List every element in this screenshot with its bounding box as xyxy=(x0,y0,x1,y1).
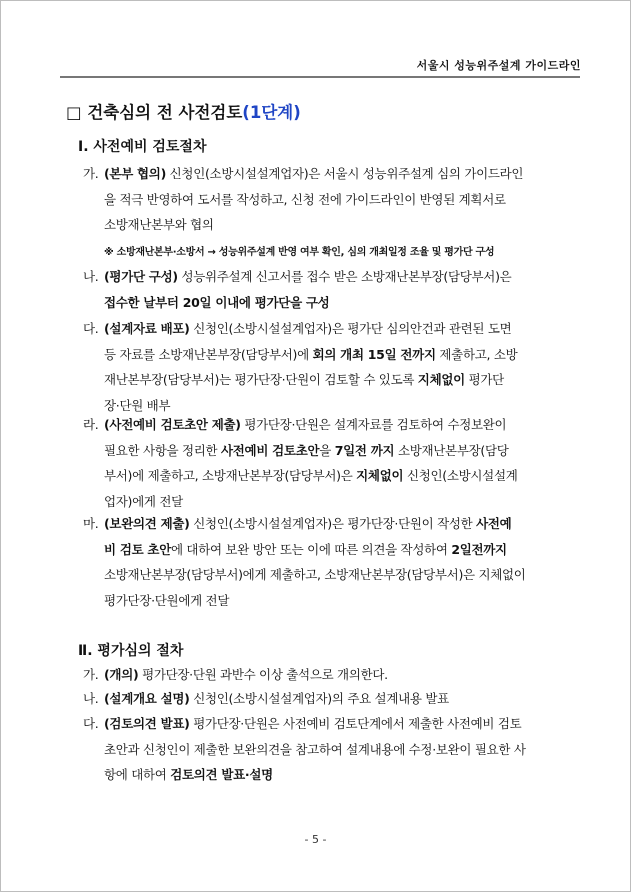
item-text: 신청인(소방시설설계업자)은 서울시 성능위주설계 심의 가이드라인 xyxy=(165,166,524,181)
item-text: 평가단장·단원에게 전달 xyxy=(104,593,230,609)
part1-heading: Ⅰ. 사전예비 검토절차 xyxy=(78,139,207,155)
item-label: (보완의견 제출) xyxy=(104,516,190,531)
part1-item-ra xyxy=(83,412,581,515)
item-text: 신청인(소방시설설계 xyxy=(403,468,518,484)
item-text: 신청인(소방시설설계업자)은 평가단 심의안건과 관련된 도면 xyxy=(189,321,512,336)
item-text: 에 대하여 보완 방안 또는 이에 따른 의견을 작성하여 xyxy=(170,541,452,557)
section-title-text: 건축심의 전 사전검토 xyxy=(87,103,243,122)
item-text: 을 xyxy=(319,442,335,458)
part2-item-na xyxy=(83,686,581,712)
item-label: (설계자료 배포) xyxy=(104,321,190,336)
part1-item-ga xyxy=(83,161,581,238)
item-text-bold: 사전예 xyxy=(476,516,512,531)
note: ※ 소방재난본부·소방서 → 성능위주설계 반영 여부 확인, 심의 개최일정 조율 및 평가단 구성 xyxy=(104,247,495,258)
item-marker: 마. xyxy=(83,516,99,531)
item-text: 제출하고, 소방 xyxy=(435,346,518,362)
item-line xyxy=(83,762,581,788)
part1-item-ma xyxy=(83,511,581,614)
item-text-bold: 2일전까지 xyxy=(451,541,507,557)
item-marker: 다. xyxy=(83,321,99,336)
item-text: 을 적극 반영하여 도서를 작성하고, 신청 전에 가이드라인이 반영된 계획서로 xyxy=(104,191,506,207)
item-label: (검토의견 발표) xyxy=(104,716,190,731)
checkbox-glyph: □ xyxy=(66,103,82,122)
item-text: 초안과 신청인이 제출한 보완의견을 참고하여 설계내용에 수정·보완이 필요한 사 xyxy=(104,741,526,757)
item-label: (개의) xyxy=(104,667,139,682)
item-label: (사전예비 검토초안 제출) xyxy=(104,417,241,432)
item-marker: 라. xyxy=(83,417,99,432)
item-text: 성능위주설계 신고서를 접수 받은 소방재난본부장(담당부서)은 xyxy=(177,269,512,284)
item-text: 항에 대하여 xyxy=(104,767,171,783)
item-text-bold: 회의 개최 15일 전까지 xyxy=(312,346,436,362)
item-label: (설계개요 설명) xyxy=(104,691,190,706)
item-marker: 가. xyxy=(83,667,99,682)
item-text: 신청인(소방시설설계업자)의 주요 설계내용 발표 xyxy=(189,691,449,706)
header-rule xyxy=(60,76,580,78)
part1-item-na xyxy=(83,264,581,315)
section-title xyxy=(66,99,301,123)
item-text: 평가단장·단원은 설계자료를 검토하여 수정보완이 xyxy=(240,417,507,432)
item-text-bold: 접수한 날부터 20일 이내에 평가단을 구성 xyxy=(104,294,330,310)
item-text: 부서)에 제출하고, 소방재난본부장(담당부서)은 xyxy=(104,468,357,484)
running-header: 서울시 성능위주설계 가이드라인 xyxy=(416,59,581,72)
item-text-bold: 지체없이 xyxy=(417,372,465,388)
item-text: 소방재난본부와 협의 xyxy=(104,217,214,233)
item-text: 필요한 사항을 정리한 xyxy=(104,442,221,458)
item-line xyxy=(83,463,581,489)
item-marker: 가. xyxy=(83,166,99,181)
item-line xyxy=(83,537,581,563)
part2-item-ga xyxy=(83,662,581,688)
item-marker: 나. xyxy=(83,691,99,706)
item-text: 소방재난본부장(담당 xyxy=(394,442,509,458)
item-text: 등 자료를 소방재난본부장(담당부서)에 xyxy=(104,346,313,362)
item-label: (평가단 구성) xyxy=(104,269,178,284)
item-line xyxy=(83,438,581,464)
item-text: 장·단원 배부 xyxy=(104,398,171,414)
item-marker: 나. xyxy=(83,269,99,284)
part1-item-da xyxy=(83,316,581,419)
item-text: 평가단장·단원은 사전예비 검토단계에서 제출한 사전예비 검토 xyxy=(189,716,522,731)
item-text: 평가단 xyxy=(464,372,504,388)
item-text-bold: 7일전 까지 xyxy=(334,442,395,458)
item-text-bold: 검토의견 발표·설명 xyxy=(170,767,273,783)
part2-item-da xyxy=(83,711,581,788)
item-text: 평가단장·단원 과반수 이상 출석으로 개의한다. xyxy=(138,667,388,682)
part2-heading: Ⅱ. 평가심의 절차 xyxy=(78,643,184,659)
item-line xyxy=(83,367,581,393)
item-text-bold: 지체없이 xyxy=(356,468,404,484)
item-marker: 다. xyxy=(83,716,99,731)
item-text-bold: 사전예비 검토초안 xyxy=(221,442,320,458)
item-text-bold: 비 검토 초안 xyxy=(104,541,171,557)
item-line xyxy=(83,342,581,368)
item-text: 소방재난본부장(담당부서)에게 제출하고, 소방재난본부장(담당부서)은 지체없이 xyxy=(104,567,526,583)
section-stage: (1단계) xyxy=(242,103,301,122)
item-label: (본부 협의) xyxy=(104,166,166,181)
item-text: 업자)에게 전달 xyxy=(104,494,183,510)
item-text: 신청인(소방시설설계업자)은 평가단장·단원이 작성한 xyxy=(189,516,477,531)
item-text: 재난본부장(담당부서)는 평가단장·단원이 검토할 수 있도록 xyxy=(104,372,418,388)
page-number: - 5 - xyxy=(304,833,327,846)
